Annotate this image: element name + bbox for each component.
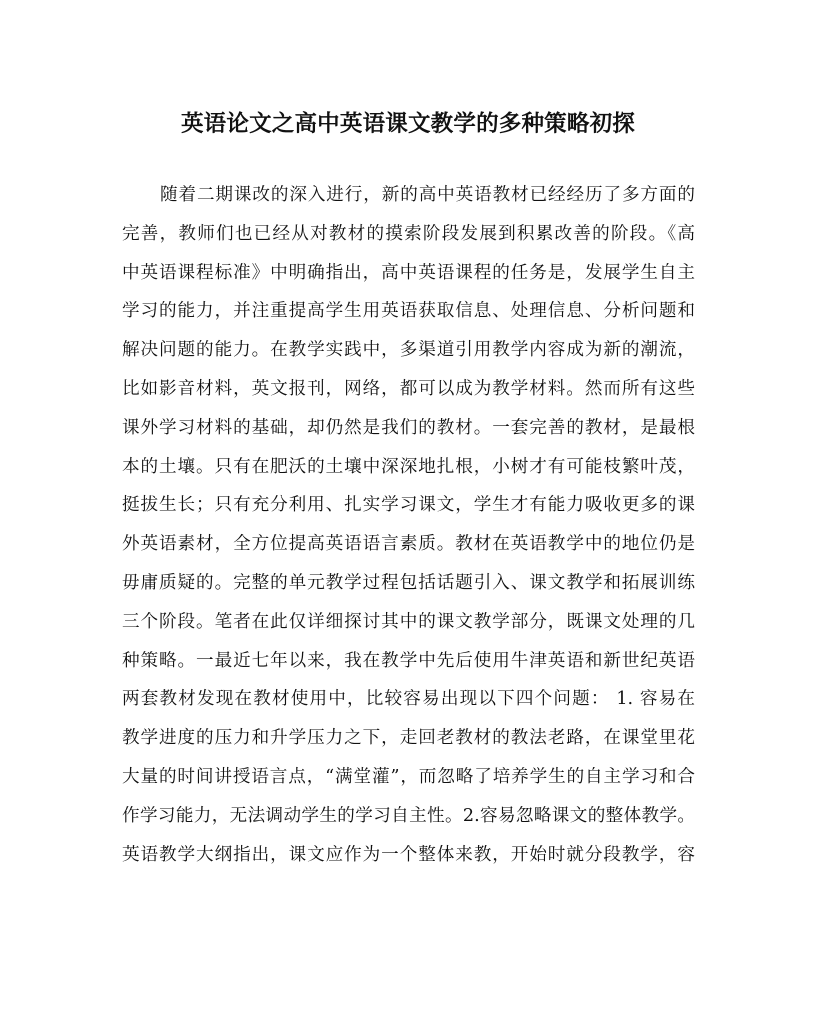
body-line: 大量的时间讲授语言点，“满堂灌”，而忽略了培养学生的自主学习和合: [122, 766, 695, 787]
document-title: 英语论文之高中英语课文教学的多种策略初探: [180, 111, 635, 137]
body-line: 三个阶段。笔者在此仅详细探讨其中的课文教学部分，既课文处理的几: [122, 611, 695, 632]
body-line: 完善，教师们也已经从对教材的摸索阶段发展到积累改善的阶段。《高: [122, 223, 695, 244]
body-line: 毋庸质疑的。完整的单元教学过程包括话题引入、课文教学和拓展训练: [122, 572, 695, 593]
body-line: 中英语课程标准》中明确指出，高中英语课程的任务是，发展学生自主: [122, 262, 695, 283]
body-line: 外英语素材，全方位提高英语语言素质。教材在英语教学中的地位仍是: [122, 534, 695, 555]
body-line: 课外学习材料的基础，却仍然是我们的教材。一套完善的教材，是最根: [122, 417, 695, 438]
body-line: 种策略。一最近七年以来，我在教学中先后使用牛津英语和新世纪英语: [122, 650, 695, 671]
body-line: 教学进度的压力和升学压力之下，走回老教材的教法老路，在课堂里花: [122, 728, 695, 749]
body-line: 随着二期课改的深入进行，新的高中英语教材已经经历了多方面的: [160, 185, 695, 205]
body-line: 解决问题的能力。在教学实践中，多渠道引用教学内容成为新的潮流，: [122, 340, 695, 361]
body-line: 挺拔生长；只有充分利用、扎实学习课文，学生才有能力吸收更多的课: [122, 495, 695, 516]
body-line: 本的土壤。只有在肥沃的土壤中深深地扎根，小树才有可能枝繁叶茂，: [122, 456, 695, 477]
body-line: 两套教材发现在教材使用中，比较容易出现以下四个问题： 1. 容易在: [122, 689, 695, 710]
body-line: 英语教学大纲指出，课文应作为一个整体来教，开始时就分段教学，容: [122, 844, 695, 865]
body-line: 比如影音材料，英文报刊，网络，都可以成为教学材料。然而所有这些: [122, 378, 695, 399]
body-line: 学习的能力，并注重提高学生用英语获取信息、处理信息、分析问题和: [122, 301, 695, 322]
body-line: 作学习能力，无法调动学生的学习自主性。2.容易忽略课文的整体教学。: [122, 805, 695, 826]
document-body: [122, 176, 695, 874]
